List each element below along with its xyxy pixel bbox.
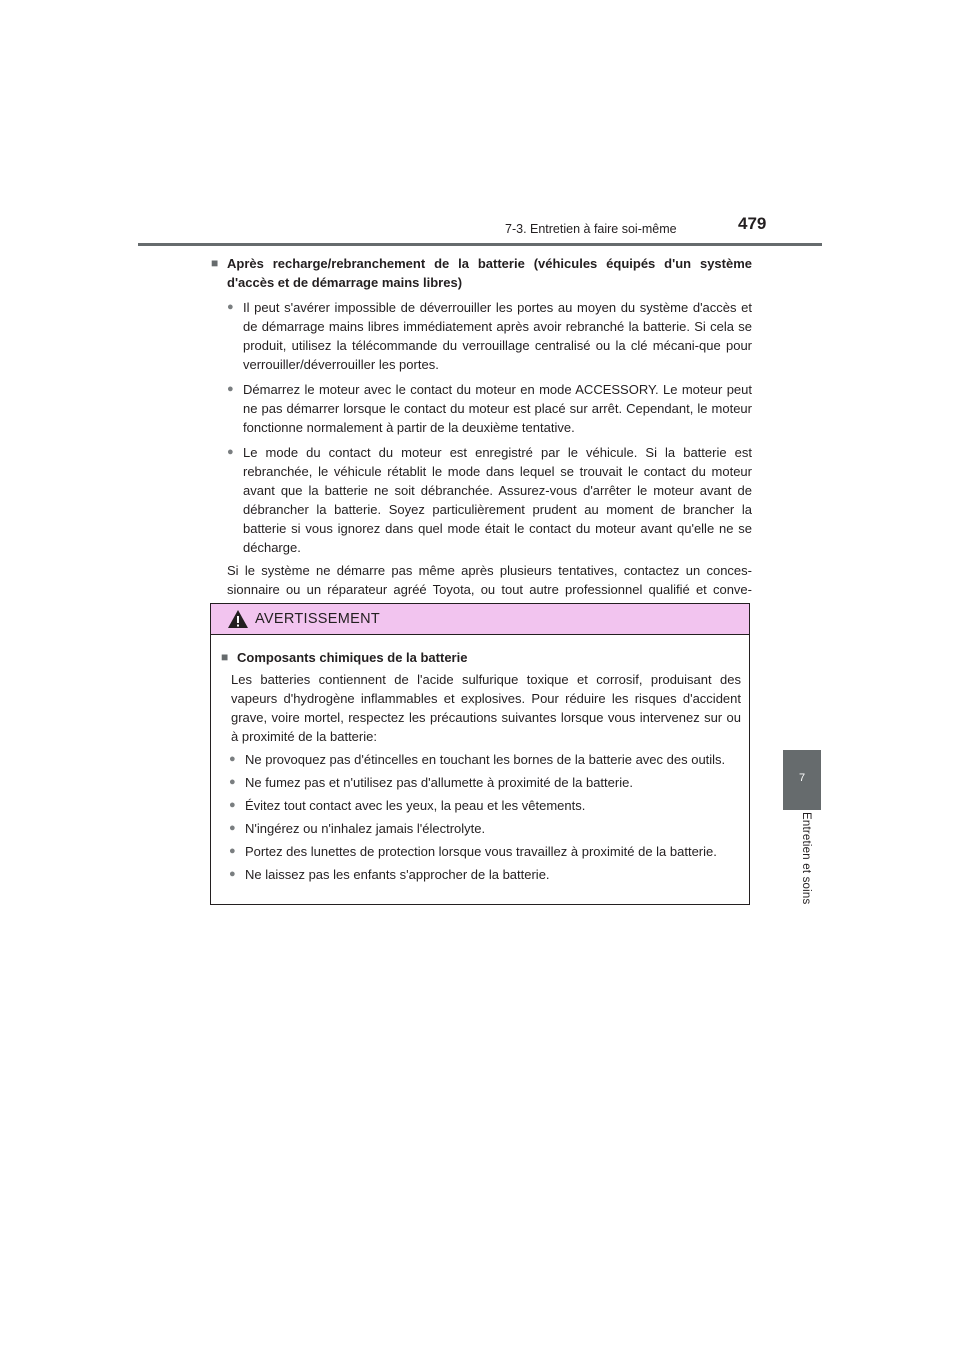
list-item-text: Démarrez le moteur avec le contact du moteur en mode ACCESSORY. Le moteur peut ne pas démarrer lorsque le contact du moteur est placé sur arrêt. Cependant, le moteur fonctionne normalement à partir de la deuxième tentative. [243, 382, 752, 435]
warning-list-item [221, 750, 741, 769]
warning-body [211, 635, 749, 884]
warning-box [210, 603, 750, 905]
warning-intro: Les batteries contiennent de l'acide sulfurique toxique et corrosif, produisant des vapeurs d'hydrogène inflammables et explosives. Pour réduire les risques d'accident grave, voire mortel, respectez les précautions suivantes lorsque vous intervenez sur ou à proximité de la batterie: [231, 672, 741, 744]
circle-bullet-icon: ● [227, 446, 234, 458]
circle-bullet-icon: ● [229, 868, 236, 880]
circle-bullet-icon: ● [229, 845, 236, 857]
main-content [211, 254, 752, 618]
circle-bullet-icon: ● [229, 822, 236, 834]
list-item [211, 380, 752, 437]
warning-heading-text: Composants chimiques de la batterie [237, 650, 468, 665]
note-paragraph: Si le système ne démarre pas même après plusieurs tentatives, contactez un conces-sionnaire ou un réparateur agréé Toyota, ou tout autre professionnel qualifié et conve- [227, 563, 752, 597]
chapter-title-vertical: Entretien et soins [800, 812, 812, 905]
chapter-tab [783, 750, 821, 810]
warning-heading [221, 648, 741, 667]
square-bullet-icon: ■ [221, 650, 229, 664]
circle-bullet-icon: ● [229, 753, 236, 765]
warning-header [211, 604, 749, 635]
warning-list-item [221, 842, 741, 861]
warning-list-item-text: Évitez tout contact avec les yeux, la peau et les vêtements. [245, 798, 586, 813]
list-item-text: Le mode du contact du moteur est enregistré par le véhicule. Si la batterie est rebranchée, le véhicule rétablit le mode dans lequel se trouvait le contact du moteur avant que la batterie ne soit débranchée. Assurez-vous d'arrêter le moteur avant de débrancher la batterie. Soyez particulièrement prudent au moment de brancher la batterie si vous ignorez dans quel mode était le contact du moteur avant qu'elle ne se décharge. [243, 445, 752, 555]
list-item [211, 443, 752, 557]
warning-list-item-text: Ne fumez pas et n'utilisez pas d'allumette à proximité de la batterie. [245, 775, 633, 790]
warning-list-item [221, 796, 741, 815]
circle-bullet-icon: ● [229, 776, 236, 788]
section-heading [211, 254, 752, 292]
warning-list-item [221, 773, 741, 792]
warning-triangle-icon [227, 609, 249, 629]
page-number: 479 [738, 214, 767, 233]
warning-list-item [221, 865, 741, 884]
running-header-section: 7-3. Entretien à faire soi-même [505, 222, 677, 236]
circle-bullet-icon: ● [229, 799, 236, 811]
warning-list-item [221, 819, 741, 838]
warning-list-item-text: Ne provoquez pas d'étincelles en touchant les bornes de la batterie avec des outils. [245, 752, 726, 767]
square-bullet-icon: ■ [211, 256, 219, 270]
warning-title: AVERTISSEMENT [255, 611, 381, 627]
section-heading-text: Après recharge/rebranchement de la batterie (véhicules équipés d'un système d'accès et de démarrage mains libres) [227, 256, 752, 290]
chapter-number: 7 [798, 772, 806, 784]
circle-bullet-icon: ● [227, 383, 234, 395]
header-rule [138, 243, 822, 246]
circle-bullet-icon: ● [227, 301, 234, 313]
warning-list-item-text: Ne laissez pas les enfants s'approcher de la batterie. [245, 867, 550, 882]
warning-list-item-text: N'ingérez ou n'inhalez jamais l'électrolyte. [245, 821, 486, 836]
warning-list-item-text: Portez des lunettes de protection lorsque vous travaillez à proximité de la batterie. [245, 844, 717, 859]
list-item [211, 298, 752, 374]
list-item-text: Il peut s'avérer impossible de déverrouiller les portes au moyen du système d'accès et de démarrage mains libres immédiatement après avoir rebranché la batterie. Si cela se produit, utilisez la télécommande du verrouillage centralisé ou la clé mécani-que pour verrouiller/déverrouiller les portes. [243, 300, 752, 372]
